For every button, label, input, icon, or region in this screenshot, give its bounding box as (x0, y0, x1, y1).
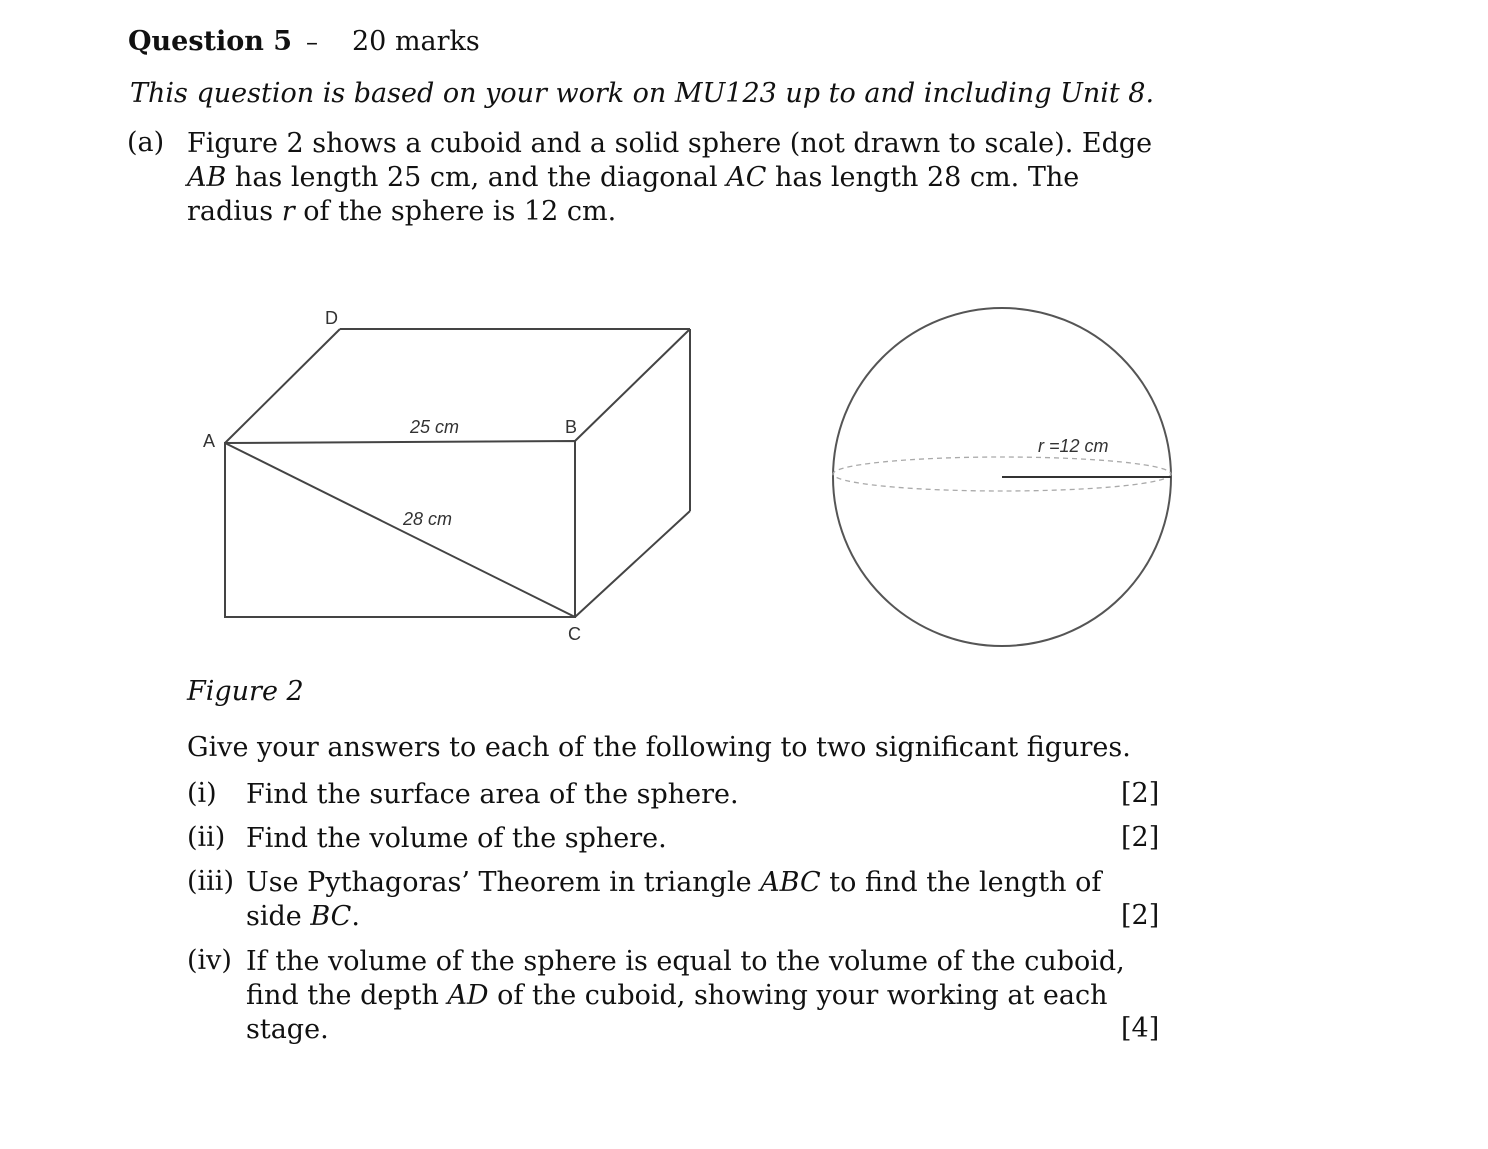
math-ac: AC (726, 162, 767, 193)
label-d: D (325, 308, 338, 328)
question-ii-label: (ii) (187, 822, 226, 853)
text: has length 25 cm, and the diagonal (226, 162, 727, 193)
math-abc: ABC (760, 867, 821, 898)
figure-caption: Figure 2 (187, 676, 304, 707)
label-ac-length: 28 cm (403, 509, 453, 529)
text: . (351, 901, 360, 932)
label-sphere-radius: r =12 cm (1038, 436, 1109, 456)
question-iv-text (246, 945, 1125, 1047)
question-iv-marks: [4] (1121, 1013, 1160, 1044)
question-i-marks: [2] (1121, 778, 1160, 809)
part-a-text (187, 127, 1153, 229)
text: radius (187, 196, 282, 227)
part-a-line-2 (187, 161, 1080, 195)
question-i-text (246, 778, 1066, 812)
title-dash: – (306, 28, 318, 56)
text: find the depth (246, 980, 448, 1011)
cuboid-edge-b-back (575, 329, 690, 441)
figure-2 (0, 280, 1488, 670)
cuboid-edge-c-back (575, 511, 690, 617)
question-iv-line-2 (246, 979, 1108, 1013)
question-iii-label: (iii) (187, 866, 234, 897)
cuboid-edge-ad (225, 329, 340, 443)
question-iii-line-2 (246, 900, 1066, 934)
math-ad: AD (447, 980, 489, 1011)
math-ab: AB (187, 162, 227, 193)
label-b: B (565, 417, 578, 437)
question-i-line-1: Find the surface area of the sphere. (246, 779, 739, 810)
question-iv-line-3: stage. (246, 1014, 329, 1045)
text: of the cuboid, showing your working at each (488, 980, 1108, 1011)
text: Use Pythagoras’ Theorem in triangle (246, 867, 761, 898)
text: side (246, 901, 311, 932)
question-title: Question 5 (128, 26, 293, 57)
part-a-line-1: Figure 2 shows a cuboid and a solid sphere (not drawn to scale). Edge (187, 128, 1153, 159)
intro-text: This question is based on your work on MU123 up to and including Unit 8. (130, 78, 1155, 109)
question-iii-line-1 (246, 866, 1102, 900)
part-a-line-3 (187, 195, 1067, 229)
part-a-label: (a) (127, 127, 165, 158)
sphere-diagram (833, 308, 1171, 646)
math-r: r (281, 196, 295, 227)
question-marks: 20 marks (352, 26, 480, 57)
question-iii-text (246, 866, 1102, 934)
label-c: C (568, 624, 581, 644)
instruction-text: Give your answers to each of the following to two significant figures. (187, 732, 1131, 763)
text: to find the length of (820, 867, 1102, 898)
question-ii-text (246, 822, 1066, 856)
sphere-equator (833, 457, 1171, 491)
question-ii-line-1: Find the volume of the sphere. (246, 823, 667, 854)
cuboid-diagonal-ac (225, 443, 575, 617)
cuboid-diagram (225, 329, 690, 617)
question-ii-marks: [2] (1121, 822, 1160, 853)
question-iii-marks: [2] (1121, 900, 1160, 931)
text: has length 28 cm. The (766, 162, 1080, 193)
question-i-label: (i) (187, 778, 217, 809)
text: of the sphere is 12 cm. (294, 196, 617, 227)
label-a: A (203, 431, 216, 451)
label-ab-length: 25 cm (410, 417, 460, 437)
question-iv-label: (iv) (187, 945, 232, 976)
question-iv-line-1: If the volume of the sphere is equal to the volume of the cuboid, (246, 946, 1125, 977)
math-bc: BC (310, 901, 352, 932)
